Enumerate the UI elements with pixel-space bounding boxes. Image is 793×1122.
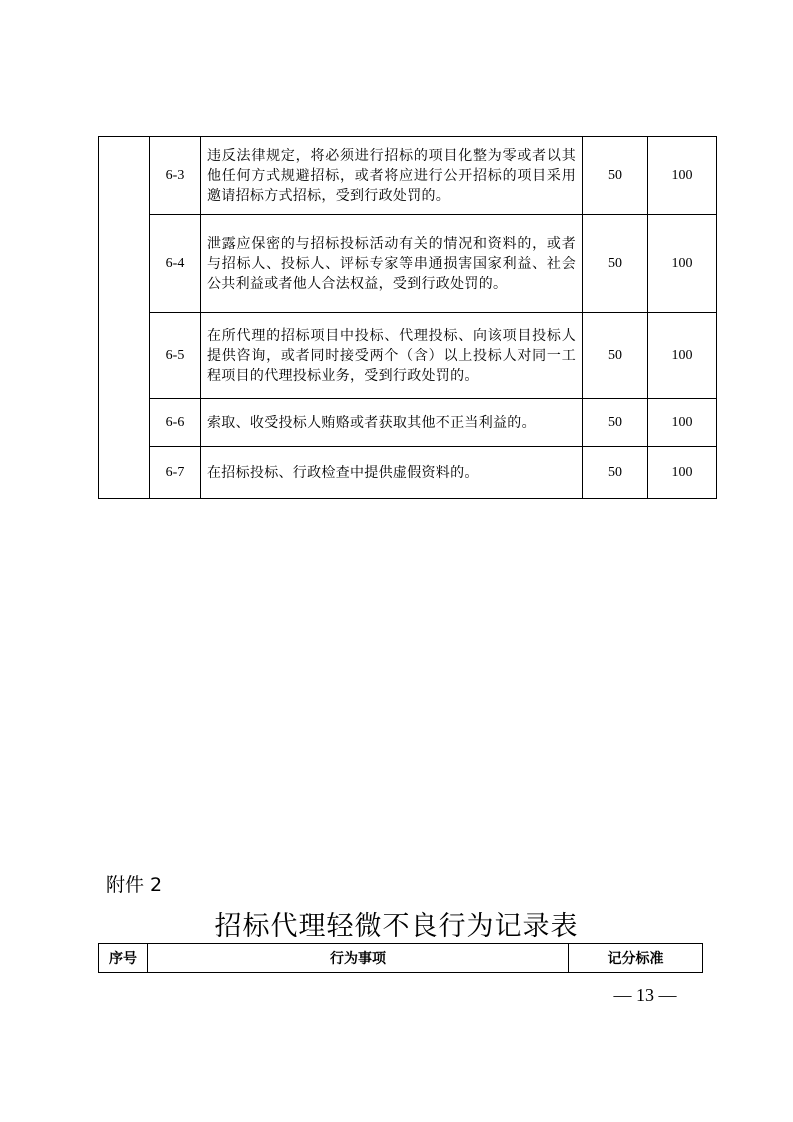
category-cell	[99, 137, 150, 499]
item-code: 6-5	[150, 313, 201, 399]
table-row	[99, 137, 717, 215]
header-standard: 记分标准	[569, 944, 703, 973]
item-description: 在所代理的招标项目中投标、代理投标、向该项目投标人提供咨询，或者同时接受两个（含）以上投标人对同一工程项目的代理投标业务，受到行政处罚的。	[201, 313, 583, 399]
item-score-max: 100	[648, 447, 717, 499]
item-score-max: 100	[648, 215, 717, 313]
item-score: 50	[583, 313, 648, 399]
penalty-table	[98, 136, 717, 499]
item-score: 50	[583, 137, 648, 215]
item-score-max: 100	[648, 137, 717, 215]
page-number: — 13 —	[613, 985, 677, 1005]
item-score-max: 100	[648, 313, 717, 399]
table-row	[99, 313, 717, 399]
item-score: 50	[583, 215, 648, 313]
item-code: 6-3	[150, 137, 201, 215]
item-description: 索取、收受投标人贿赂或者获取其他不正当利益的。	[201, 399, 583, 447]
item-description: 违反法律规定，将必须进行招标的项目化整为零或者以其他任何方式规避招标，或者将应进行公开招标的项目采用邀请招标方式招标，受到行政处罚的。	[201, 137, 583, 215]
header-seq: 序号	[99, 944, 148, 973]
table-row	[99, 447, 717, 499]
item-code: 6-7	[150, 447, 201, 499]
record-table-header	[98, 943, 703, 973]
item-score: 50	[583, 447, 648, 499]
document-title: 招标代理轻微不良行为记录表	[214, 911, 579, 942]
item-description: 在招标投标、行政检查中提供虚假资料的。	[201, 447, 583, 499]
header-row	[99, 944, 703, 973]
table-row	[99, 399, 717, 447]
attachment-label: 附件 2	[106, 874, 163, 896]
item-score: 50	[583, 399, 648, 447]
header-item: 行为事项	[148, 944, 569, 973]
item-code: 6-6	[150, 399, 201, 447]
item-score-max: 100	[648, 399, 717, 447]
item-code: 6-4	[150, 215, 201, 313]
table-row	[99, 215, 717, 313]
item-description: 泄露应保密的与招标投标活动有关的情况和资料的，或者与招标人、投标人、评标专家等串通损害国家利益、社会公共利益或者他人合法权益，受到行政处罚的。	[201, 215, 583, 313]
